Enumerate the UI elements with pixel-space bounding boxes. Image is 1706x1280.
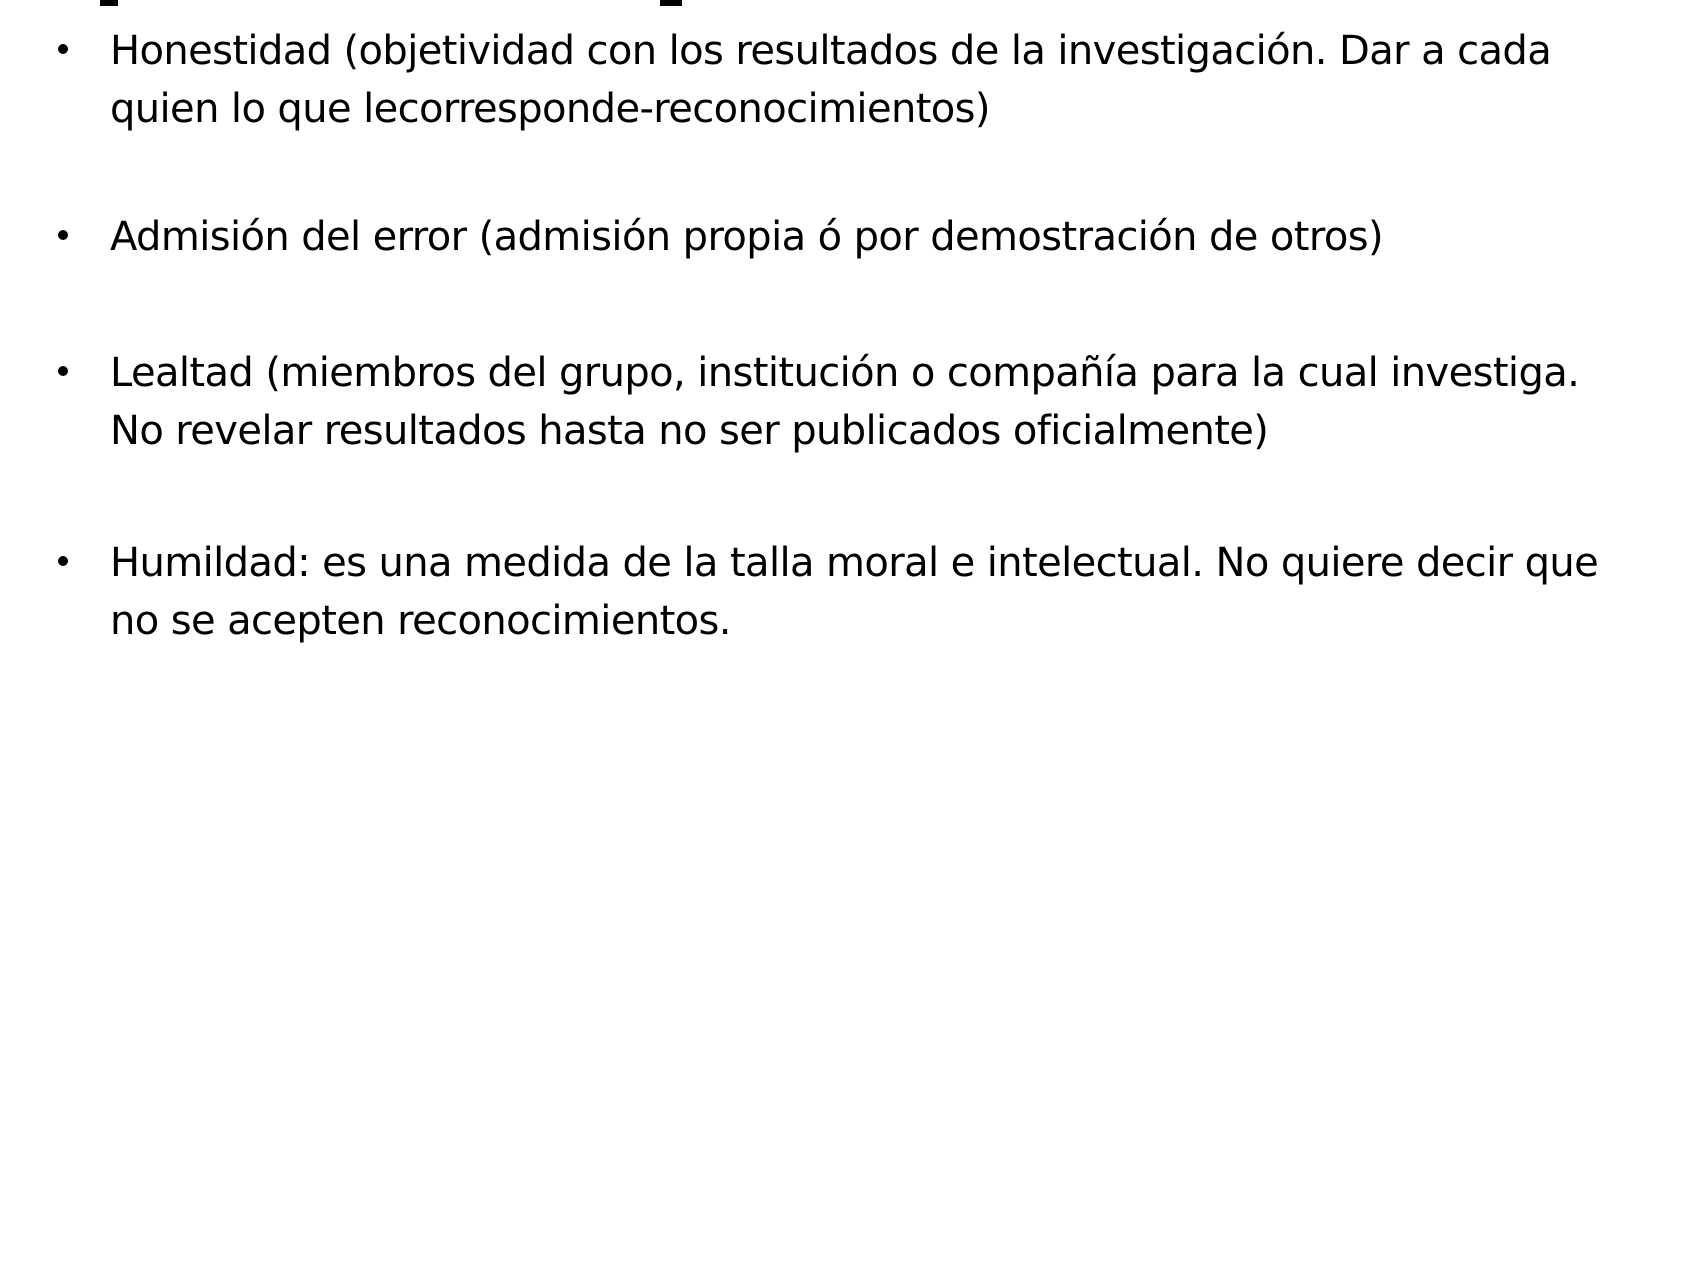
bullet-text: [110, 534, 1670, 650]
bullet-dot-icon: [58, 556, 68, 566]
bullet-text: [110, 344, 1670, 460]
bullet-dot-icon: [58, 44, 68, 54]
bullet-text: [110, 208, 1670, 266]
bullet-line: quien lo que lecorresponde-reconocimientos): [110, 86, 990, 132]
bullet-line: Honestidad (objetividad con los resultados de la investigación. Dar a cada: [110, 28, 1552, 74]
bullet-line: Humildad: es una medida de la talla moral e intelectual. No quiere decir que: [110, 540, 1599, 586]
bullet-line: Lealtad (miembros del grupo, institución o compañía para la cual investiga.: [110, 350, 1580, 396]
bullet-line: No revelar resultados hasta no ser publicados oficialmente): [110, 408, 1269, 454]
bullet-line: Admisión del error (admisión propia ó por demostración de otros): [110, 214, 1383, 260]
bullet-line: no se acepten reconocimientos.: [110, 598, 731, 644]
bullet-dot-icon: [58, 366, 68, 376]
bullet-dot-icon: [58, 230, 68, 240]
cut-off-heading: [100, 0, 720, 6]
bullet-text: [110, 22, 1670, 138]
